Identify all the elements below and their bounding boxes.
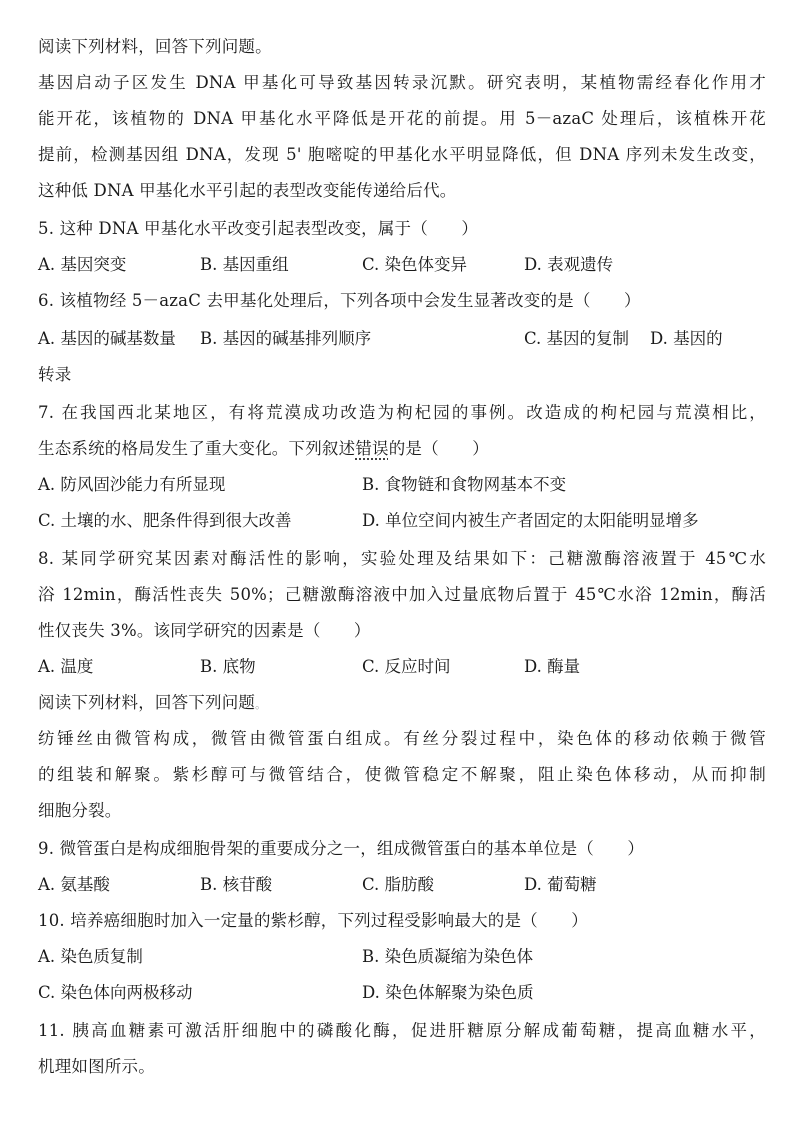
question-10-stem: 10. 培养癌细胞时加入一定量的紫杉醇，下列过程受影响最大的是（ ） — [38, 911, 588, 930]
passage1-line-3: 提前，检测基因组 DNA，发现 5' 胞嘧啶的甲基化水平明显降低，但 DNA 序列未发生改变， — [38, 145, 766, 164]
question-6-option-b: B. 基因的碱基排列顺序 — [200, 329, 372, 348]
question-5-option-d: D. 表观遗传 — [524, 255, 614, 274]
question-5-option-b: B. 基因重组 — [200, 255, 289, 274]
question-9-option-b: B. 核苷酸 — [200, 875, 273, 894]
question-10-option-c: C. 染色体向两极移动 — [38, 983, 193, 1002]
question-8-option-d: D. 酶量 — [524, 657, 581, 676]
question-10-option-a: A. 染色质复制 — [38, 947, 143, 966]
question-9-option-d: D. 葡萄糖 — [524, 875, 597, 894]
question-7-emphasis: 错误 — [355, 439, 389, 458]
question-8-option-a: A. 温度 — [38, 657, 94, 676]
question-7-stem-line-2 — [38, 438, 489, 460]
question-5-option-c: C. 染色体变异 — [362, 255, 468, 274]
question-9-option-a: A. 氨基酸 — [38, 875, 110, 894]
passage2-intro-mark: 。 — [255, 698, 267, 711]
question-6-wrap: 转录 — [38, 365, 72, 384]
passage2-line-1: 纺锤丝由微管构成，微管由微管蛋白组成。有丝分裂过程中，染色体的移动依赖于微管 — [38, 729, 766, 748]
question-7-option-b: B. 食物链和食物网基本不变 — [362, 475, 567, 494]
question-8-stem-line-2: 浴 12min，酶活性丧失 50%；己糖激酶溶液中加入过量底物后置于 45℃水浴 12min，酶活 — [38, 585, 766, 604]
question-7-stem-text: 生态系统的格局发生了重大变化。下列叙述 — [38, 439, 356, 458]
question-7-stem-tail: 的是（ ） — [388, 439, 489, 458]
passage1-line-2: 能开花，该植物的 DNA 甲基化水平降低是开花的前提。用 5－azaC 处理后，该植株开花 — [38, 109, 766, 128]
question-6-option-d: D. 基因的 — [650, 329, 723, 348]
passage1-line-1: 基因启动子区发生 DNA 甲基化可导致基因转录沉默。研究表明，某植物需经春化作用才 — [38, 73, 766, 92]
question-8-stem-line-3: 性仅丧失 3%。该同学研究的因素是（ ） — [38, 621, 371, 640]
question-7-option-c: C. 土壤的水、肥条件得到很大改善 — [38, 511, 292, 530]
question-8-option-c: C. 反应时间 — [362, 657, 451, 676]
question-6-option-c: C. 基因的复制 — [524, 329, 630, 348]
question-7-option-d: D. 单位空间内被生产者固定的太阳能明显增多 — [362, 511, 699, 530]
question-10-option-b: B. 染色质凝缩为染色体 — [362, 947, 534, 966]
question-8-option-b: B. 底物 — [200, 657, 256, 676]
question-9-stem: 9. 微管蛋白是构成细胞骨架的重要成分之一，组成微管蛋白的基本单位是（ ） — [38, 839, 645, 858]
passage1-intro: 阅读下列材料，回答下列问题。 — [38, 37, 272, 56]
question-10-option-d: D. 染色体解聚为染色质 — [362, 983, 534, 1002]
passage2-intro — [38, 692, 266, 716]
question-6-option-a: A. 基因的碱基数量 — [38, 329, 176, 348]
passage2-line-3: 细胞分裂。 — [38, 801, 122, 820]
question-11-stem-line-2: 机理如图所示。 — [38, 1057, 155, 1076]
question-6-stem: 6. 该植物经 5－azaC 去甲基化处理后，下列各项中会发生显著改变的是（ ） — [38, 291, 641, 310]
question-7-stem-line-1: 7. 在我国西北某地区，有将荒漠成功改造为枸杞园的事例。改造成的枸杞园与荒漠相比， — [38, 403, 766, 422]
passage1-line-4: 这种低 DNA 甲基化水平引起的表型改变能传递给后代。 — [38, 181, 457, 200]
question-7-option-a: A. 防风固沙能力有所显现 — [38, 475, 226, 494]
question-8-stem-line-1: 8. 某同学研究某因素对酶活性的影响，实验处理及结果如下：己糖激酶溶液置于 45℃水 — [38, 549, 766, 568]
question-11-stem-line-1: 11. 胰高血糖素可激活肝细胞中的磷酸化酶，促进肝糖原分解成葡萄糖，提高血糖水平， — [38, 1021, 766, 1040]
question-9-option-c: C. 脂肪酸 — [362, 875, 435, 894]
question-5-stem: 5. 这种 DNA 甲基化水平改变引起表型改变，属于（ ） — [38, 219, 479, 238]
question-5-option-a: A. 基因突变 — [38, 255, 127, 274]
passage2-intro-text: 阅读下列材料，回答下列问题 — [38, 693, 256, 712]
passage2-line-2: 的组装和解聚。紫杉醇可与微管结合，使微管稳定不解聚，阻止染色体移动，从而抑制 — [38, 765, 766, 784]
